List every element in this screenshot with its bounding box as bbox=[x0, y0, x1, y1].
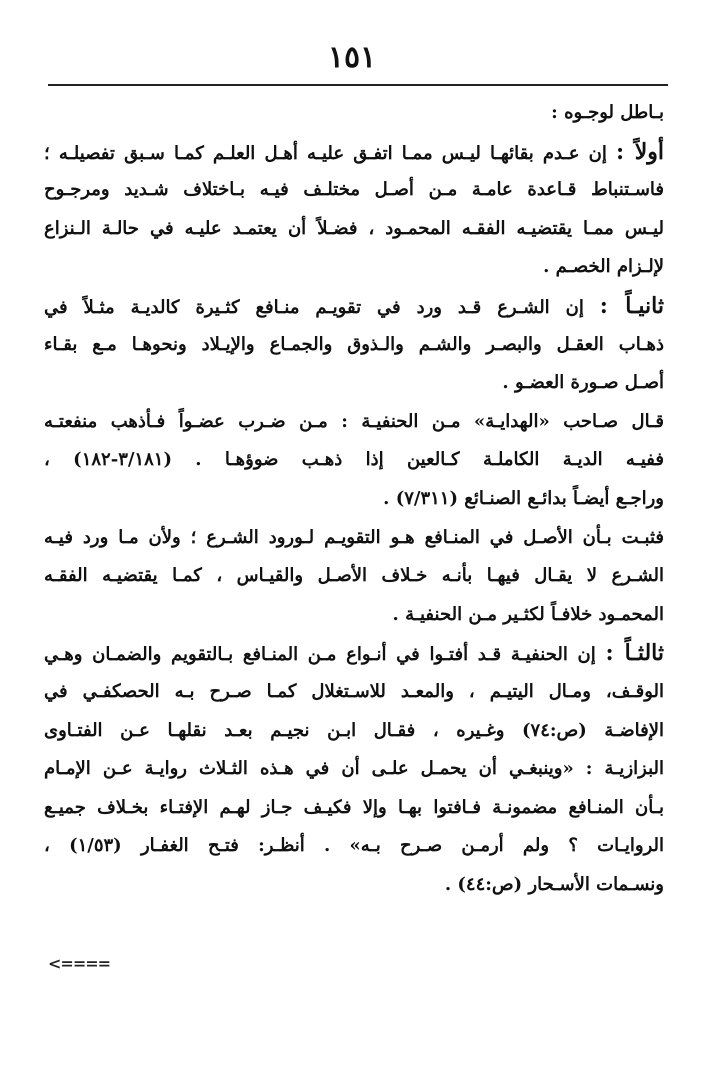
text-line: بـأن المنـافع مضمونـة فـافتوا بهـا وإلا فكيـف جـاز لهـم الإفتـاء بخـلاف جميـع bbox=[44, 796, 664, 818]
text-line: الروايـات ؟ ولم أرمـن صـرح بـه» . أنظـر: فتـح الغفـار (١/٥٣) ، bbox=[44, 835, 664, 857]
text-line: البزازيـة : «وينبغـي أن يحمـل علـى أن في هـذه الثـلاث روايـة عـن الإمـام bbox=[44, 758, 664, 780]
page-body bbox=[44, 94, 664, 904]
text-line: ونسـمات الأسـحار (ص:٤٤) . bbox=[444, 873, 664, 895]
text-line: بـاطل لوجـوه : bbox=[551, 102, 664, 123]
point-heading: ثانيـاً : bbox=[599, 292, 664, 319]
text-line: الوقـف، ومـال اليتيـم ، والمعـد للاسـتغلال كمـا صـرح بـه الحصكفـي في bbox=[44, 680, 664, 702]
text-line: الإفاضـة (ص:٧٤) وغـيره ، فقـال ابـن نجيـم بعـد نقلهـا عـن الفتـاوى bbox=[44, 719, 664, 741]
text-line: المحمـود خلافـاً لكثـير مـن الحنفيـة . bbox=[392, 603, 664, 625]
text-line: ليـس ممـا يقتضيـه الفقـه المحمـود ، فضـلاً أن يعتمـد عليـه في حالـة الـنزاع bbox=[44, 217, 664, 239]
point-heading: ثالثـاً : bbox=[605, 640, 664, 667]
text-line: قـال صـاحب «الهدايـة» مـن الحنفيـة : مـن ضـرب عضـواً فـأذهب منفعتـه bbox=[44, 410, 664, 432]
text-line: لإلـزام الخصـم . bbox=[543, 256, 664, 278]
continuation-arrow: <==== bbox=[48, 954, 111, 973]
text-line: ذهـاب العقـل والبصـر والشـم والـذوق والجمـاع والإيـلاد ونحوهـا مـع بقـاء bbox=[44, 333, 664, 355]
text-line: ثانيـاً : إن الشـرع قـد ورد في تقويـم منـافع كثـيرة كالديـة مثـلاً في bbox=[44, 292, 664, 319]
text-line: أولاً : إن عـدم بقائهـا ليـس ممـا اتفـق عليـه أهـل العلـم كمـا سـبق تفصيلـه ؛ bbox=[44, 138, 664, 165]
text-line: فثبـت بـأن الأصـل في المنـافع هـو التقويـم لـورود الشـرع ؛ ولأن مـا ورد فيـه bbox=[44, 526, 664, 548]
text-line: أصـل صـورة العضـو . bbox=[502, 372, 664, 394]
text-line: ثالثـاً : إن الحنفيـة قـد أفتـوا في أنـواع مـن المنـافع بـالتقويم والضمـان وهـي bbox=[44, 640, 664, 667]
header-rule bbox=[48, 84, 668, 86]
point-heading: أولاً : bbox=[616, 138, 664, 165]
text-line: الشـرع لا يقـال فيهـا بأنـه خـلاف الأصـل والقيـاس ، كمـا يقتضيـه الفقـه bbox=[44, 565, 664, 587]
text-line: فاسـتنباط قـاعدة عامـة مـن أصـل مختلـف فيـه بـاختلاف شـديد ومرجـوح bbox=[44, 179, 664, 201]
page-number: ١٥١ bbox=[327, 40, 377, 75]
text-line: ففيـه الديـة الكاملـة كـالعين إذا ذهـب ضوؤهـا . (٣/١٨١-١٨٢) ، bbox=[44, 449, 664, 471]
text-line: وراجـع أيضـاً بدائـع الصنـائع (٧/٣١١) . bbox=[383, 487, 664, 509]
